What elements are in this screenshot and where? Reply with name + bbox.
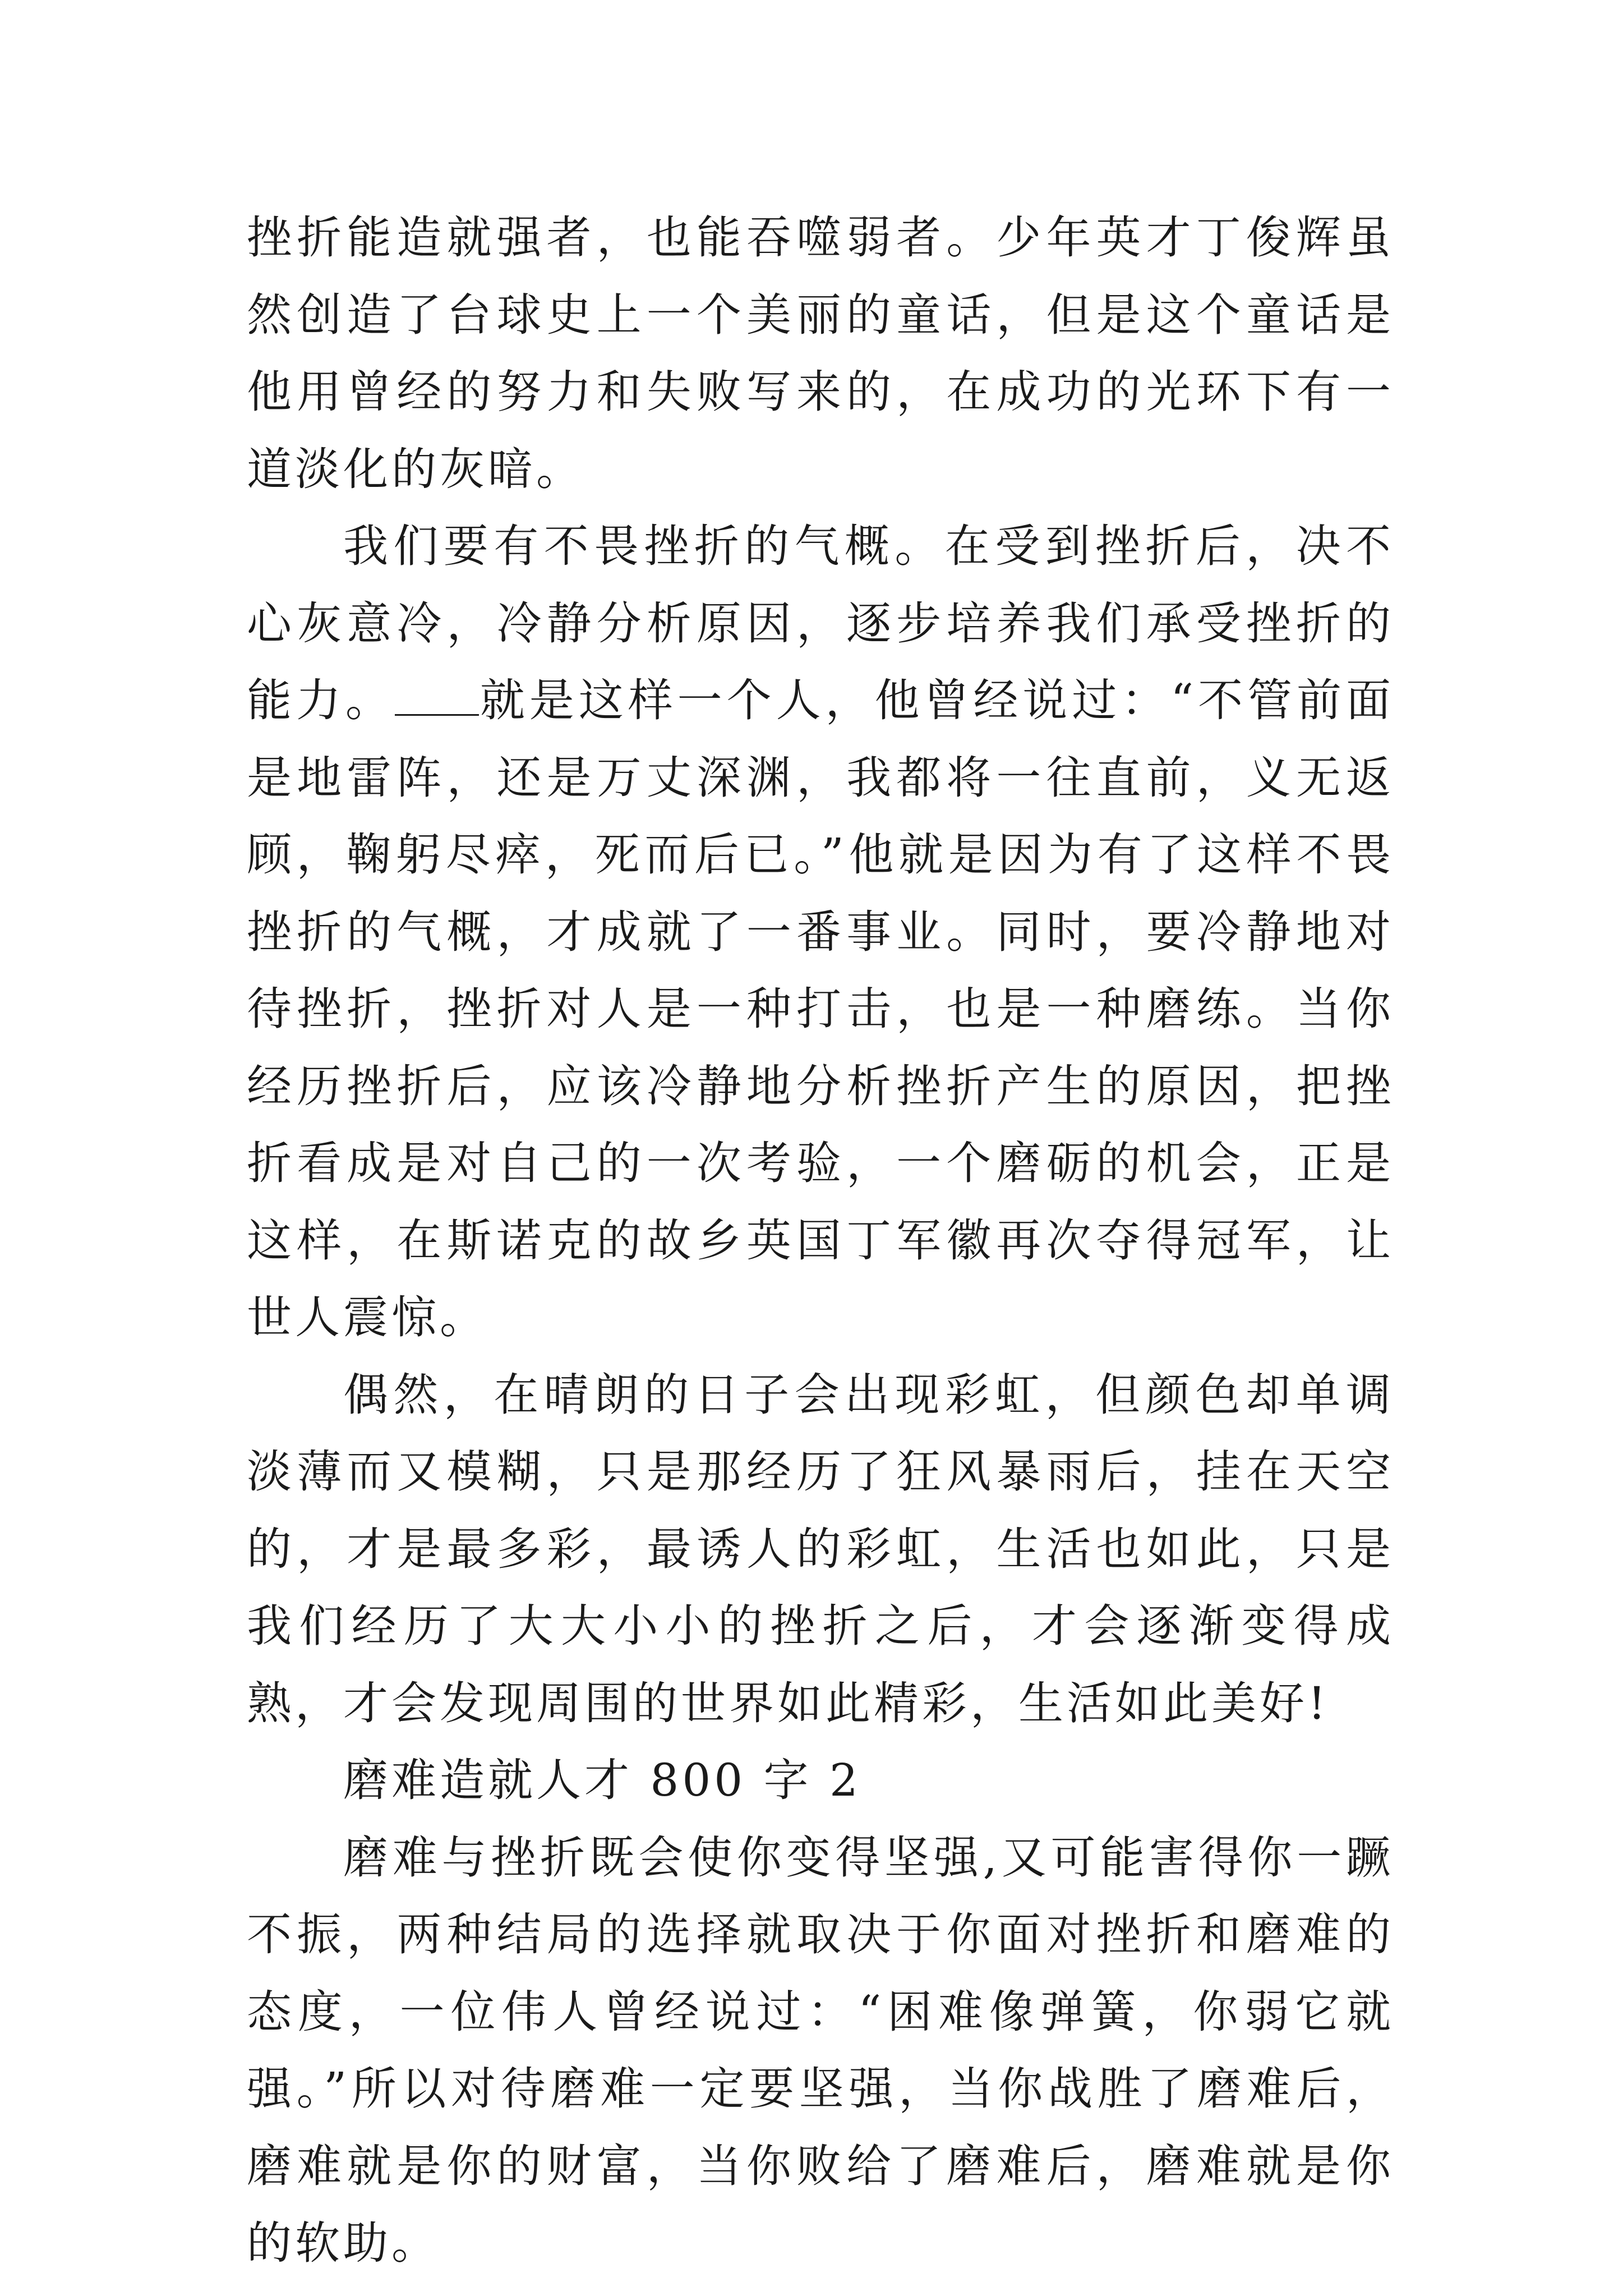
fill-in-blank [395, 675, 479, 716]
paragraph-2 [247, 508, 1394, 1356]
paragraph-2-part-2: 就是这样一个人，他曾经说过：“不管前面是地雷阵，还是万丈深渊，我都将一往直前，义无返顾，鞠躬尽瘁，死而后已。”他就是因为有了这样不畏挫折的气概，才成就了一番事业。同时，要冷静地对待挫折，挫折对人是一种打击，也是一种磨练。当你经历挫折后，应该冷静地分析挫折产生的原因，把挫折看成是对自己的一次考验，一个磨砺的机会，正是这样，在斯诺克的故乡英国丁军徽再次夺得冠军，让世人震惊。 [247, 674, 1395, 1343]
paragraph-2-part-1: 我们要有不畏挫折的气概。在受到挫折后，决不心灰意冷，冷静分析原因，逐步培养我们承受挫折的能力。 [247, 520, 1394, 726]
paragraph-4: 磨难与挫折既会使你变得坚强,又可能害得你一蹶不振，两种结局的选择就取决于你面对挫折和磨难的态度，一位伟人曾经说过：“困难像弹簧，你弱它就强。”所以对待磨难一定要坚强，当你战胜了磨难后，磨难就是你的财富，当你败给了磨难后，磨难就是你的软助。 [247, 1831, 1394, 2269]
document-body [247, 199, 1394, 2282]
paragraph-1: 挫折能造就强者，也能吞噬弱者。少年英才丁俊辉虽然创造了台球史上一个美丽的童话，但是这个童话是他用曾经的努力和失败写来的，在成功的光环下有一道淡化的灰暗。 [247, 211, 1394, 495]
section-heading: 磨难造就人才 800 字 2 [343, 1754, 861, 1806]
paragraph-3: 偶然，在晴朗的日子会出现彩虹，但颜色却单调淡薄而又模糊，只是那经历了狂风暴雨后，挂在天空的，才是最多彩，最诱人的彩虹，生活也如此，只是我们经历了大大小小的挫折之后，才会逐渐变得成熟，才会发现周围的世界如此精彩，生活如此美好! [247, 1368, 1394, 1729]
